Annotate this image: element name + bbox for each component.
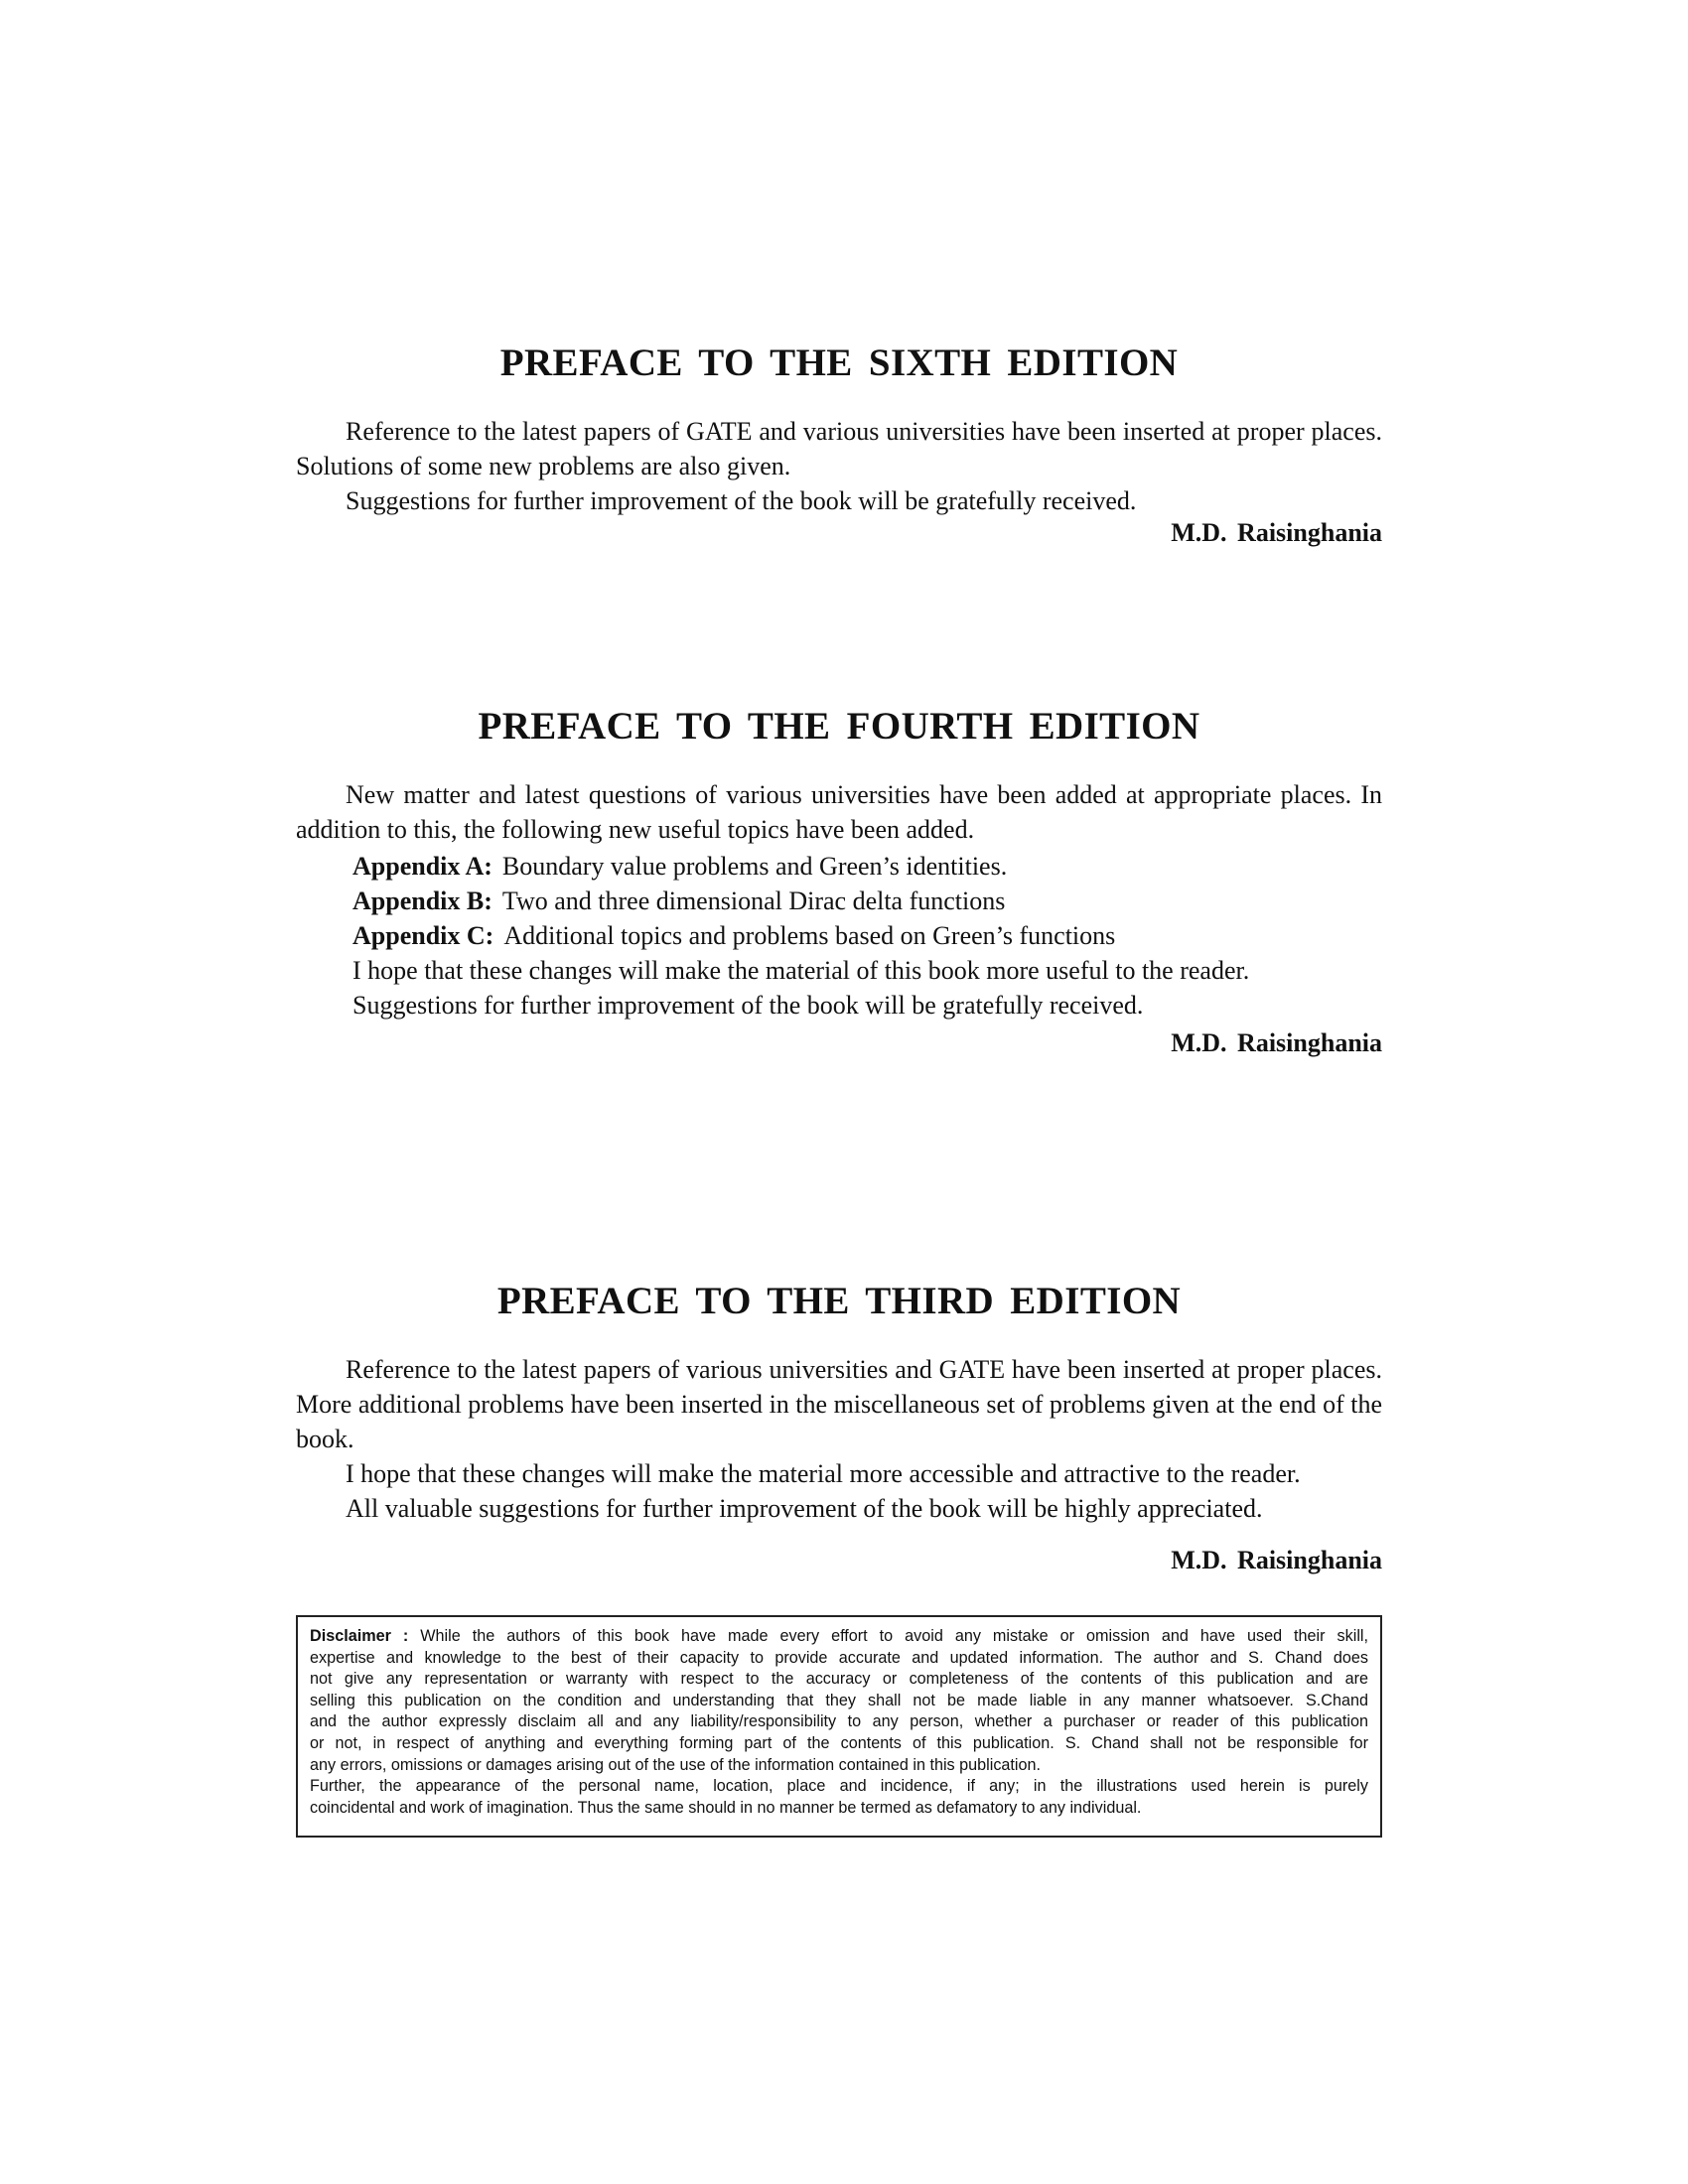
paragraph: New matter and latest questions of various universities have been added at appropriate places. In addition to this, the following new useful topics have been added.	[296, 780, 1382, 844]
preface-sixth-edition	[296, 343, 1382, 548]
appendix-label: Appendix B:	[352, 887, 492, 915]
author-signature: M.D. Raisinghania	[1171, 518, 1382, 547]
disclaimer-line: Further, the appearance of the personal name, location, place and incidence, if any; in the illustrations used herein is purely	[310, 1777, 1368, 1796]
section-heading: PREFACE TO THE FOURTH EDITION	[478, 705, 1200, 748]
paragraph: Suggestions for further improvement of the book will be gratefully received.	[352, 991, 1144, 1020]
section-heading: PREFACE TO THE THIRD EDITION	[496, 1280, 1182, 1322]
disclaimer-line: coincidental and work of imagination. Thus the same should in no manner be termed as defamatory to any individual.	[310, 1798, 1142, 1817]
paragraph: I hope that these changes will make the material of this book more useful to the reader.	[352, 956, 1250, 985]
preface-fourth-edition	[296, 707, 1382, 1058]
appendix-text: Two and three dimensional Dirac delta functions	[501, 887, 1006, 915]
section-heading: PREFACE TO THE SIXTH EDITION	[499, 341, 1179, 384]
appendix-item	[352, 918, 1382, 953]
preface-third-edition	[296, 1282, 1382, 1575]
disclaimer-text: While the authors of this book have made every effort to avoid any mistake or omission and have used their skill,	[420, 1627, 1369, 1645]
author-signature: M.D. Raisinghania	[1171, 1546, 1382, 1574]
paragraph: All valuable suggestions for further improvement of the book will be highly appreciated.	[346, 1494, 1263, 1523]
disclaimer-line: selling this publication on the condition and understanding that they shall not be made liable in any manner whatsoever. S.Chand	[310, 1691, 1368, 1709]
appendix-text: Boundary value problems and Green’s identities.	[501, 852, 1008, 881]
disclaimer-label: Disclaimer :	[310, 1627, 409, 1645]
paragraph: Reference to the latest papers of GATE and various universities have been inserted at proper places. Solutions of some new problems are also given.	[296, 417, 1382, 480]
disclaimer-line: any errors, omissions or damages arising out of the use of the information contained in this publication.	[310, 1755, 1042, 1774]
appendix-item	[352, 884, 1382, 918]
disclaimer-line: not give any representation or warranty with respect to the accuracy or completeness of the contents of this publication and are	[310, 1670, 1368, 1689]
disclaimer-line: or not, in respect of anything and everything forming part of the contents of this publication. S. Chand shall not be responsible for	[310, 1733, 1368, 1752]
disclaimer-line: expertise and knowledge to the best of their capacity to provide accurate and updated information. The author and S. Chand does	[310, 1648, 1368, 1667]
appendix-item	[352, 849, 1382, 884]
disclaimer-line: and the author expressly disclaim all and any liability/responsibility to any person, whether a purchaser or reader of this publication	[310, 1712, 1368, 1731]
appendix-label: Appendix C:	[352, 921, 494, 950]
disclaimer-box	[296, 1615, 1382, 1838]
paragraph: I hope that these changes will make the material more accessible and attractive to the reader.	[346, 1459, 1301, 1488]
appendix-label: Appendix A:	[352, 852, 492, 881]
disclaimer-line	[310, 1626, 1368, 1648]
author-signature: M.D. Raisinghania	[1171, 1028, 1382, 1057]
appendix-text: Additional topics and problems based on Green’s functions	[503, 921, 1116, 950]
paragraph: Reference to the latest papers of various universities and GATE have been inserted at proper places. More additional problems have been inserted in the miscellaneous set of problems given at the end of the book.	[296, 1355, 1382, 1453]
paragraph: Suggestions for further improvement of the book will be gratefully received.	[346, 486, 1137, 515]
